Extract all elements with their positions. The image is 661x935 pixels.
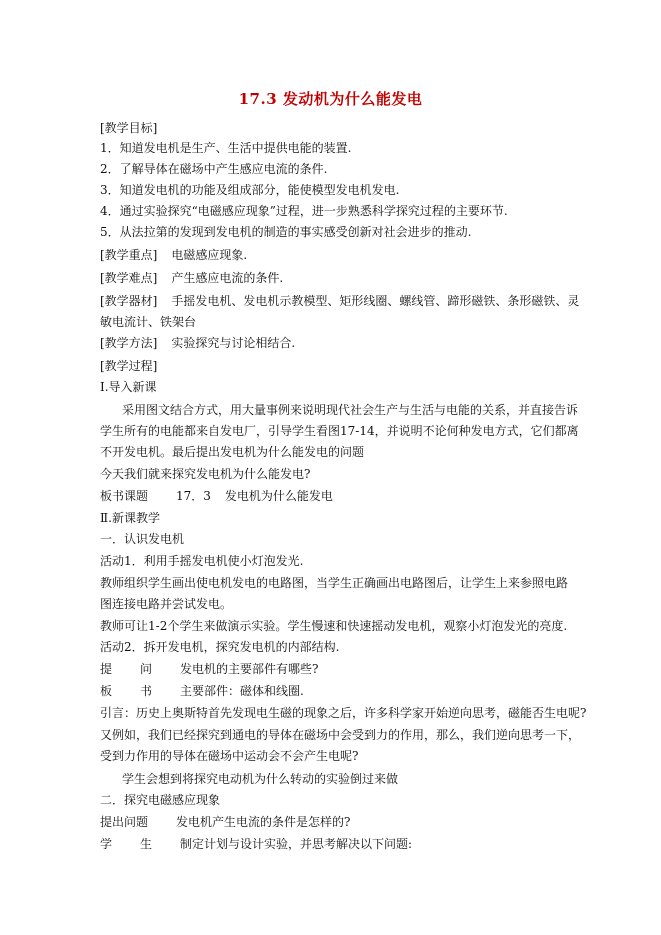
key-point-line <box>100 245 570 265</box>
ask-label-b: 问 <box>140 662 153 676</box>
goal-4: 4．通过实验探究“电磁感应现象”过程，进一步熟悉科学探究过程的主要环节. <box>100 204 508 218</box>
activity-1-desc-3: 教师可让1-2个学生来做演示实验。学生慢速和快速摇动发电机，观察小灯泡发光的亮度. <box>100 619 568 633</box>
equipment-text-1: 手摇发电机、发电机示教模型、矩形线圈、螺线管、蹄形磁铁、条形磁铁、灵 <box>171 294 580 308</box>
subsection-2-heading: 二．探究电磁感应现象 <box>100 793 221 807</box>
activity-1-desc-2: 图连接电路并尝试发电。 <box>100 597 233 611</box>
difficulty-label: [教学难点] <box>100 271 158 285</box>
guide-line-4: 学生会想到将探究电动机为什么转动的实验倒过来做 <box>122 772 399 786</box>
method-text: 实验探究与讨论相结合. <box>171 336 296 350</box>
board-2-text: 主要部件：磁体和线圈. <box>180 684 304 698</box>
key-point-text: 电磁感应现象. <box>171 248 248 262</box>
student-line <box>100 834 570 854</box>
board-label: 板书课题 <box>100 489 149 503</box>
question-line <box>100 812 570 832</box>
goal-3: 3．知道发电机的功能及组成部分，能使模型发电机发电. <box>100 183 400 197</box>
goal-5: 5．从法拉第的发现到发电机的制造的事实感受创新对社会进步的推动. <box>100 225 472 239</box>
method-label: [教学方法] <box>100 336 158 350</box>
board-2-label-a: 板 <box>100 684 113 698</box>
guide-line-2: 又例如，我们已经探究到通电的导体在磁场中会受到力的作用，那么，我们逆向思考一下， <box>100 728 581 742</box>
section-1-heading: Ⅰ.导入新课 <box>100 380 157 394</box>
guide-line-1: 引言：历史上奥斯特首先发现电生磁的现象之后，许多科学家开始逆向思考，磁能否生电呢? <box>100 706 587 720</box>
goal-1: 1．知道发电机是生产、生活中提供电能的装置. <box>100 141 352 155</box>
ask-text: 发电机的主要部件有哪些? <box>180 662 319 676</box>
board-2-line <box>100 681 570 701</box>
activity-2: 活动2．拆开发电机，探究发电机的内部结构. <box>100 640 340 654</box>
student-label-a: 学 <box>100 837 113 851</box>
student-text: 制定计划与设计实验，并思考解决以下问题: <box>180 837 413 851</box>
process-header: [教学过程] <box>100 359 158 373</box>
board-title-line <box>100 486 570 506</box>
equipment-text-2: 敏电流计、铁架台 <box>100 315 197 329</box>
section-2-heading: Ⅱ.新课教学 <box>100 511 160 525</box>
intro-line-3: 不开发电机。最后提出发电机为什么能发电的问题 <box>100 445 365 459</box>
question-text: 发电机产生电流的条件是怎样的? <box>176 815 351 829</box>
equipment-label: [教学器材] <box>100 294 158 308</box>
activity-1-desc-1: 教师组织学生画出使电机发电的电路图，当学生正确画出电路图后，让学生上来参照电路 <box>100 576 569 590</box>
ask-label-a: 提 <box>100 662 113 676</box>
ask-line <box>100 659 570 679</box>
subsection-1-heading: 一．认识发电机 <box>100 532 185 546</box>
activity-1: 活动1．利用手摇发电机使小灯泡发光. <box>100 554 304 568</box>
document-title: 17.3 发动机为什么能发电 <box>238 90 423 108</box>
board-title: 发电机为什么能发电 <box>224 489 333 503</box>
intro-line-1: 采用图文结合方式，用大量事例来说明现代社会生产与生活与电能的关系，并直接告诉 <box>122 403 579 417</box>
difficulty-text: 产生感应电流的条件. <box>171 271 284 285</box>
intro-line-4: 今天我们就来探究发电机为什么能发电? <box>100 467 311 481</box>
equipment-line <box>100 291 580 311</box>
method-line <box>100 333 570 353</box>
intro-line-2: 学生所有的电能都来自发电厂，引导学生看图17-14，并说明不论何种发电方式，它们都离 <box>100 424 579 438</box>
student-label-b: 生 <box>140 837 153 851</box>
board-2-label-b: 书 <box>140 684 153 698</box>
goals-header: [教学目标] <box>100 121 158 135</box>
goal-2: 2．了解导体在磁场中产生感应电流的条件. <box>100 162 328 176</box>
board-number: 17．3 <box>176 489 211 503</box>
difficulty-line <box>100 268 570 288</box>
guide-line-3: 受到力作用的导体在磁场中运动会不会产生电呢? <box>100 749 359 763</box>
question-label: 提出问题 <box>100 815 149 829</box>
key-point-label: [教学重点] <box>100 248 158 262</box>
